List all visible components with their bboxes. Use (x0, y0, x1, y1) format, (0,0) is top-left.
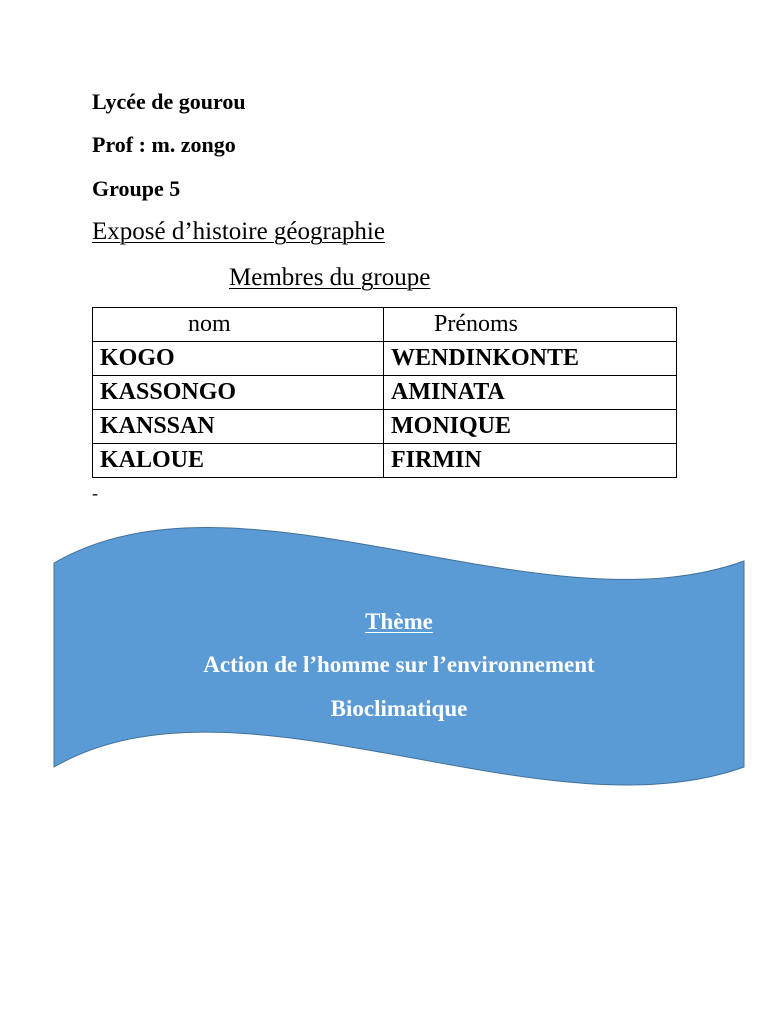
column-header-nom: nom (93, 308, 384, 342)
member-last-name: KOGO (93, 342, 384, 376)
school-name: Lycée de gourou (92, 89, 246, 114)
teacher-name: Prof : m. zongo (92, 132, 236, 157)
member-first-name: MONIQUE (384, 410, 677, 444)
separator-dash: - (92, 483, 98, 503)
theme-label: Thème (365, 609, 433, 634)
member-last-name: KASSONGO (93, 376, 384, 410)
column-header-prenoms: Prénoms (384, 308, 677, 342)
member-last-name: KALOUE (93, 444, 384, 478)
theme-title-line: Bioclimatique (330, 696, 468, 721)
member-first-name: AMINATA (384, 376, 677, 410)
members-title: Membres du groupe (229, 264, 431, 291)
member-first-name: WENDINKONTE (384, 342, 677, 376)
group-number: Groupe 5 (92, 176, 181, 201)
theme-title-line: Action de l’homme sur l’environnement (203, 652, 595, 677)
member-first-name: FIRMIN (384, 444, 677, 478)
member-last-name: KANSSAN (93, 410, 384, 444)
subject-title: Exposé d’histoire géographie (92, 218, 385, 245)
